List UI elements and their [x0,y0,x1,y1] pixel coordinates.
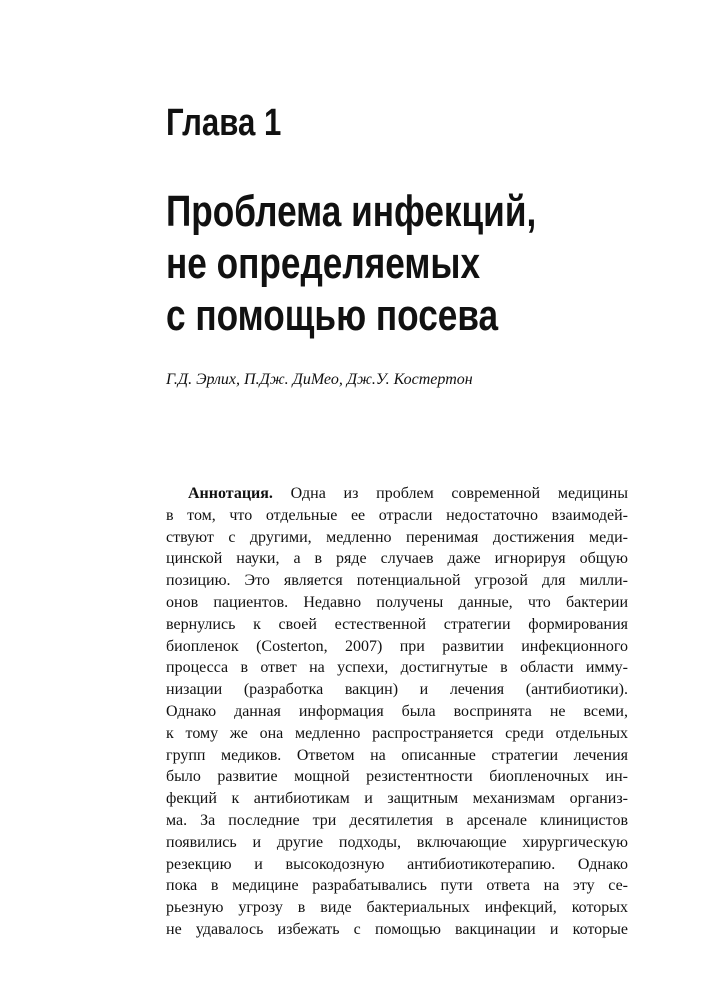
abstract-line: появились и другие подходы, включающие хирургическую [166,833,628,851]
abstract-line: вернулись к своей естественной стратегии формирования [166,615,628,633]
abstract-line: низации (разработка вакцин) и лечения (антибиотики). [166,681,628,699]
chapter-title [166,186,582,342]
abstract-line: групп медиков. Ответом на описанные стратегии лечения [166,746,628,764]
abstract-line: ствуют с другими, медленно перенимая достижения меди- [166,528,628,546]
abstract-line-text: Одна из проблем современной медицины [272,485,628,502]
abstract-line: было развитие мощной резистентности биопленочных ин- [166,768,628,786]
abstract-line: фекций к антибиотикам и защитным механизмам организ- [166,790,628,808]
abstract-line: рьезную угрозу в виде бактериальных инфекций, которых [166,899,628,917]
abstract-line: ма. За последние три десятилетия в арсенале клиницистов [166,811,628,829]
chapter-title-line: не определяемых [166,239,481,288]
chapter-title-line: Проблема инфекций, [166,187,537,236]
abstract-line: Однако данная информация была воспринята не всеми, [166,702,628,720]
abstract-line: не удавалось избежать с помощью вакцинации и которые [166,920,628,938]
abstract-line: позицию. Это является потенциальной угрозой для милли- [166,572,628,590]
abstract-lead: Аннотация. [188,485,273,502]
abstract-line: процесса в ответ на успехи, достигнутые в области имму- [166,659,628,677]
abstract-line: цинской науки, а в ряде случаев даже игнорируя общую [166,550,628,568]
abstract-line: резекцию и высокодозную антибиотикотерапию. Однако [166,855,628,873]
abstract-line: пока в медицине разрабатывались пути ответа на эту се- [166,877,628,895]
abstract-paragraph [166,483,628,941]
chapter-title-line: с помощью посева [166,291,499,340]
abstract-line: биопленок (Costerton, 2007) при развитии инфекционного [166,637,628,655]
abstract-line [166,483,628,505]
abstract-line: онов пациентов. Недавно получены данные, что бактерии [166,593,628,611]
chapter-number: Глава 1 [166,102,282,144]
chapter-authors: Г.Д. Эрлих, П.Дж. ДиМео, Дж.У. Костертон [166,371,473,388]
abstract-line: в том, что отдельные ее отрасли недостаточно взаимодей- [166,506,628,524]
abstract-line: к тому же она медленно распространяется среди отдельных [166,724,628,742]
